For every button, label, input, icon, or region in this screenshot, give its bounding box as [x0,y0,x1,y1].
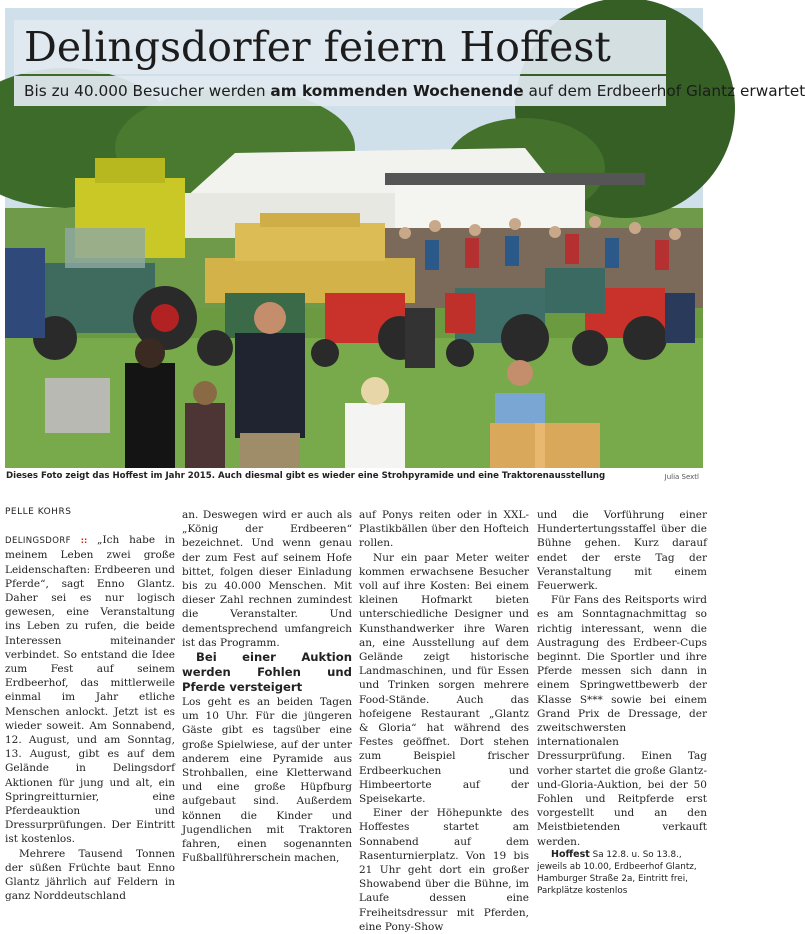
paragraph: Für Fans des Reitsports wird es am Sonntagnachmittag so richtig interessant, wenn die Austragung des Erdbeer-Cups beginnt. Die Sportler und ihre Pferde messen sich dann in einem Springwettbewerb der Klasse S*** sowie bei einem Grand Prix de Dressage, der zweitschwersten internationalen Dressurprüfung. Einen Tag vorher startet die große Glantz-und-Gloria-Auktion, bei der 50 Fohlen und Reitpferde erst vorgestellt und an den Meistbietenden verkauft werden. [537,594,707,848]
paragraph-text: „Ich habe in meinem Leben zwei große Leidenschaften: Erdbeeren und Pferde“, sagt Enno Glantz. Daher sei es nur logisch gewesen, eine Veranstaltung ins Leben zu rufen, die beide Interessen miteinander verbindet. So entstand die Idee zum Fest auf seinem Erdbeerhof, das mittlerweile einmal im Jahr etliche Menschen anlockt. Jetzt ist es wieder soweit. Am Sonnabend, 12. August, und am Sonntag, 13. August, gibt es auf dem Gelände in Delingsdorf Aktionen für jung und alt, ein Springreitturnier, eine Pferdeauktion und Dressurprüfungen. Der Eintritt ist kostenlos. [5,534,176,846]
column-3 [359,508,529,934]
subhead-emphasis: am kommenden Wochenende [270,82,524,100]
column-4 [537,508,707,897]
dateline-marker-icon: :: [80,536,88,546]
event-info-box [537,849,707,897]
paragraph: auf Ponys reiten oder in XXL-Plastikbällen über den Hofteich rollen. [359,509,529,550]
photo-credit: Julia Sextl [664,473,699,481]
subhead-text-end: auf dem Erdbeerhof Glantz erwartet [523,82,805,100]
photo-caption: Dieses Foto zeigt das Hoffest im Jahr 2015. Auch diesmal gibt es wieder eine Strohpyramide und eine Traktorenausstellung [6,471,606,481]
paragraph: Nur ein paar Meter weiter kommen erwachsene Besucher voll auf ihre Kosten: Bei einem kleinen Hofmarkt bieten unterschiedliche Designer und Kunsthandwerker ihre Waren an, eine Ausstellung auf dem Gelände zeigt historische Landmaschinen, und für Essen und Trinken sorgen mehrere Food-Stände. Auch das hofeigene Restaurant „Glantz & Gloria“ hat während des Festes geöffnet. Dort stehen zum Beispiel frischer Erdbeerkuchen und Himbeertorte auf der Speisekarte. [359,551,529,806]
event-info-text: Sa 12.8. u. So 13.8., jeweils ab 10.00, Erdbeerhof Glantz, Hamburger Straße 2a, Eintritt frei, Parkplätze kostenlos [537,849,697,896]
paragraph: und die Vorführung einer Hundertertungsstaffel über die Bühne gehen. Kurz darauf endet der erste Tag der Veranstaltung mit einem Feuerwerk. [537,509,707,593]
section-subheading: Bei einer Auktion werden Fohlen und Pferde versteigert [182,650,352,695]
subheadline [24,76,805,106]
paragraph: an. Deswegen wird er auch als „König der Erdbeeren“ bezeichnet. Und wenn genau der zum Fest auf seinem Hofe bittet, folgen dieser Einladung bis zu 40.000 Menschen. Mit dieser Zahl rechnen zumindest die Veranstalter. Und dementsprechend umfangreich ist das Programm. [182,509,352,649]
paragraph: Mehrere Tausend Tonnen der süßen Früchte baut Enno Glantz jährlich auf Feldern in ganz Norddeutschland [5,847,175,903]
subhead-text: Bis zu 40.000 Besucher werden [24,82,271,100]
column-2 [182,508,352,865]
dateline: DELINGSDORF [5,536,71,547]
paragraph: Einer der Höhepunkte des Hoffestes startet am Sonnabend auf dem Rasenturnierplatz. Von 19 bis 21 Uhr geht dort ein großer Showabend über die Bühne, im Laufe dessen eine Freiheitsdressur mit Pferden, eine Pony-Show [359,807,529,933]
headline: Delingsdorfer feiern Hoffest [24,23,611,71]
column-1 [5,505,175,903]
paragraph [5,533,175,846]
event-info-label: Hoffest [551,848,590,860]
author: PELLE KOHRS [5,507,72,517]
paragraph: Los geht es an beiden Tagen um 10 Uhr. Für die jüngeren Gäste gibt es tagsüber eine große Spielwiese, auf der unter anderem eine Pyramide aus Strohballen, eine Kletterwand und eine große Hüpfburg aufgebaut sind. Außerdem können die Kinder und Jugendlichen mit Traktoren fahren, einen sogenannten Fußballführerschein machen, [182,696,352,865]
